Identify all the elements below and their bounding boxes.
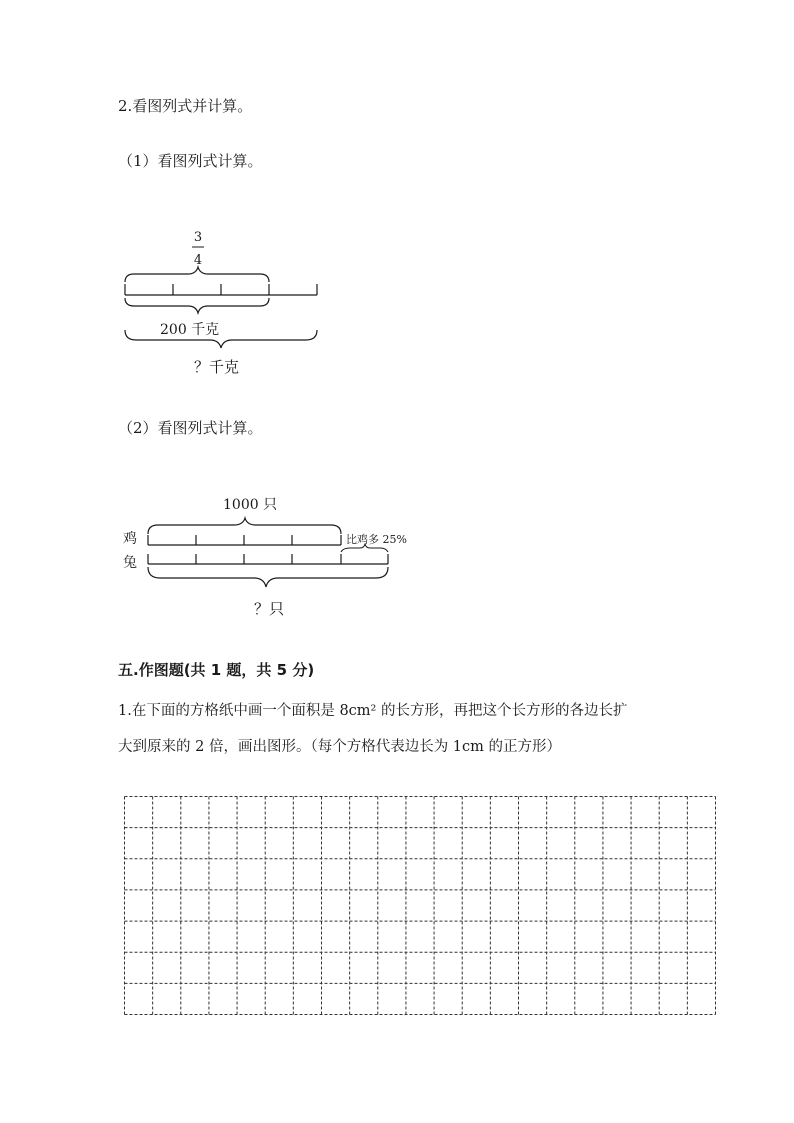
section-5-question-line-2: 大到原来的 2 倍，画出图形。（每个方格代表边长为 1cm 的正方形）	[118, 739, 562, 755]
unknown-label: ？千克	[194, 358, 240, 376]
diagram-part-1	[110, 222, 350, 382]
top-brace	[148, 518, 341, 534]
fraction-denominator: 4	[193, 253, 203, 268]
row1-label: 鸡	[123, 531, 137, 547]
known-label: 200 千克	[160, 322, 220, 338]
part-2-label: （2）看图列式计算。	[118, 419, 263, 437]
known-brace	[125, 298, 269, 313]
question-2-title: 2.看图列式并计算。	[118, 97, 253, 115]
grid-paper[interactable]	[124, 796, 716, 1015]
extra-label: 比鸡多 25%	[346, 533, 407, 546]
top-brace	[125, 267, 269, 282]
whole-brace	[125, 330, 317, 348]
section-5-heading: 五.作图题(共 1 题，共 5 分)	[118, 661, 315, 679]
top-label: 1000 只	[223, 497, 278, 513]
unknown-label: ？只	[254, 600, 285, 618]
fraction-numerator: 3	[193, 230, 203, 245]
diagram-part-2	[110, 490, 430, 620]
row2-label: 兔	[123, 555, 137, 571]
part-1-label: （1）看图列式计算。	[118, 152, 263, 170]
whole-brace	[148, 567, 388, 587]
section-5-question-line-1: 1.在下面的方格纸中画一个面积是 8cm² 的长方形，再把这个长方形的各边长扩	[118, 703, 628, 719]
